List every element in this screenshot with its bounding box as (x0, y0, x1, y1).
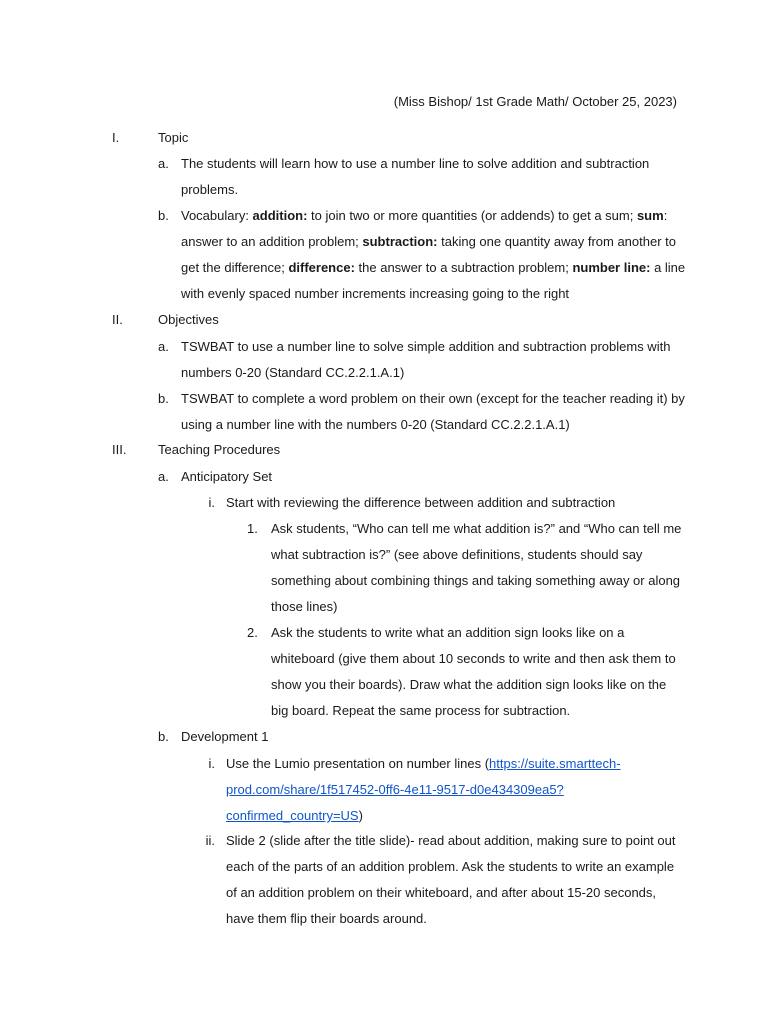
text-line: show you their boards). Draw what the addition sign looks like on the (271, 677, 667, 692)
text-run: a line (650, 260, 686, 275)
development-item-i (226, 751, 621, 829)
text-line: using a number line with the numbers 0-20 (Standard CC.2.2.1.A.1) (181, 417, 570, 432)
item-marker: i. (208, 756, 215, 771)
text-line (226, 777, 621, 803)
lumio-presentation-link[interactable]: https://suite.smarttech- (489, 756, 621, 771)
text-line: TSWBAT to complete a word problem on their own (except for the teacher reading it) by (181, 391, 685, 406)
text-run: : (663, 208, 668, 223)
section-marker: I. (112, 130, 120, 145)
lumio-presentation-link[interactable]: confirmed_country=US (226, 808, 359, 823)
item-marker: 2. (247, 625, 258, 640)
text-line: whiteboard (give them about 10 seconds to write and then ask them to (271, 651, 676, 666)
text-line: TSWBAT to use a number line to solve simple addition and subtraction problems with (181, 339, 671, 354)
section-title-objectives: Objectives (158, 312, 219, 327)
item-marker: ii. (205, 833, 215, 848)
text-line (181, 203, 685, 229)
text-line: with evenly spaced number increments increasing going to the right (181, 286, 570, 301)
section-marker: III. (112, 442, 127, 457)
subsection-title-anticipatory-set: Anticipatory Set (181, 469, 273, 484)
text-line: numbers 0-20 (Standard CC.2.2.1.A.1) (181, 365, 405, 380)
vocab-term-addition: addition: (252, 208, 308, 223)
anticipatory-item-i: Start with reviewing the difference between addition and subtraction (226, 495, 616, 510)
objective-item-b (181, 386, 685, 438)
text-line (181, 229, 685, 255)
item-marker: b. (158, 729, 169, 744)
item-marker: i. (208, 495, 215, 510)
objective-item-a (181, 334, 670, 386)
text-run: Use the Lumio presentation on number lines ( (226, 756, 490, 771)
text-line: big board. Repeat the same process for subtraction. (271, 703, 571, 718)
document-header: (Miss Bishop/ 1st Grade Math/ October 25, 2023) (393, 94, 677, 109)
section-marker: II. (112, 312, 123, 327)
vocab-term-sum: sum (636, 208, 664, 223)
lumio-presentation-link[interactable]: prod.com/share/1f517452-0ff6-4e11-9517-d0e434309ea5? (226, 782, 564, 797)
text-line: those lines) (271, 599, 338, 614)
vocab-term-number-line: number line: (572, 260, 651, 275)
vocab-term-difference: difference: (288, 260, 355, 275)
subsection-title-development-1: Development 1 (181, 729, 269, 744)
text-line: Slide 2 (slide after the title slide)- read about addition, making sure to point out (226, 833, 676, 848)
development-item-ii (226, 828, 675, 932)
text-line (226, 803, 621, 829)
item-marker: a. (158, 156, 169, 171)
item-marker: 1. (247, 521, 258, 536)
text-line: problems. (181, 182, 239, 197)
text-line: The students will learn how to use a number line to solve addition and subtraction (181, 156, 650, 171)
anticipatory-step-1 (271, 516, 681, 620)
text-run: answer to an addition problem; (181, 234, 363, 249)
item-marker: b. (158, 208, 169, 223)
text-run: get the difference; (181, 260, 289, 275)
text-run: to join two or more quantities (or addends) to get a sum; (307, 208, 637, 223)
item-marker: a. (158, 469, 169, 484)
vocab-term-subtraction: subtraction: (362, 234, 438, 249)
text-run: the answer to a subtraction problem; (354, 260, 573, 275)
text-line: what subtraction is?” (see above definitions, students should say (271, 547, 643, 562)
text-line (181, 255, 685, 281)
item-marker: b. (158, 391, 169, 406)
anticipatory-step-2 (271, 620, 676, 724)
text-line: each of the parts of an addition problem. Ask the students to write an example (226, 859, 675, 874)
text-run: taking one quantity away from another to (437, 234, 676, 249)
item-marker: a. (158, 339, 169, 354)
text-line: something about combining things and taking something away or along (271, 573, 681, 588)
text-line: have them flip their boards around. (226, 911, 427, 926)
text-run: ) (358, 808, 363, 823)
text-line: Ask the students to write what an addition sign looks like on a (271, 625, 625, 640)
text-line: of an addition problem on their whiteboard, and after about 15-20 seconds, (226, 885, 657, 900)
vocabulary-item (181, 203, 685, 307)
topic-item-a (181, 151, 649, 203)
text-run: Vocabulary: (181, 208, 253, 223)
text-line: Ask students, “Who can tell me what addition is?” and “Who can tell me (271, 521, 682, 536)
text-line (226, 751, 621, 777)
section-title-topic: Topic (158, 130, 189, 145)
section-title-teaching-procedures: Teaching Procedures (158, 442, 281, 457)
